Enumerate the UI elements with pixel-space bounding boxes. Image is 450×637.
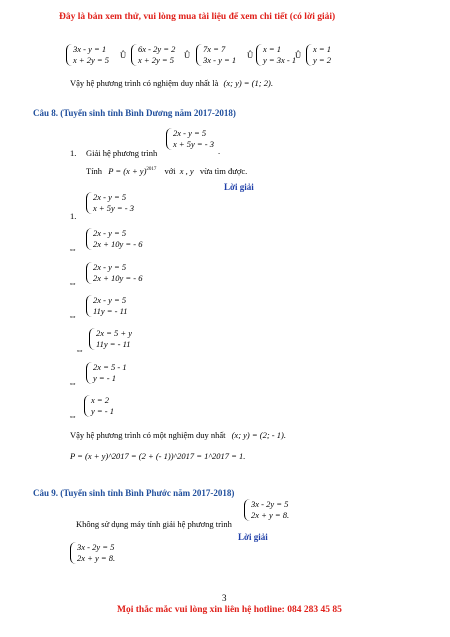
equiv-arrow: ⇔: [75, 345, 84, 355]
equiv-symbol: Û: [120, 50, 127, 60]
equiv-arrow: ⇔: [68, 378, 77, 388]
equiv-arrow: ⇔: [68, 411, 77, 421]
q8-step-4: 2x - y = 5 11y = - 11: [86, 295, 127, 317]
question-9-heading: Câu 9. (Tuyển sinh tỉnh Bình Phước năm 2017-2018): [33, 488, 235, 498]
q8-step-6: 2x = 5 - 1 y = - 1: [86, 362, 127, 384]
variables: x , y: [179, 166, 194, 176]
q8-solution-number: 1.: [70, 211, 77, 221]
q9-text: Không sử dụng máy tính giải hệ phương trình: [76, 519, 232, 529]
top-solution: (x; y) = (1; 2): [223, 78, 271, 88]
system-5: x = 1 y = 2: [306, 44, 331, 66]
q8-step-7: x = 2 y = - 1: [84, 395, 114, 417]
q9-solution-system: 3x - 2y = 5 2x + y = 8.: [70, 542, 115, 564]
q8-conclusion: Vậy hệ phương trình có một nghiệm duy nhất (x; y) = (2; - 1).: [70, 430, 286, 440]
q8-compute-line: Tính $P = (x + y)^{2017}$ với x , y vừa tìm được.: [86, 166, 248, 176]
system-4: x = 1 y = 3x - 1: [256, 44, 296, 66]
q8-item-text: Giải hệ phương trình: [86, 148, 158, 158]
equiv-symbol: Û: [295, 50, 302, 60]
top-conclusion: Vậy hệ phương trình có nghiệm duy nhất là (x; y) = (1; 2).: [70, 78, 273, 88]
system-1: 3x - y = 1 x + 2y = 5: [66, 44, 109, 66]
equiv-arrow: ⇔: [68, 278, 77, 288]
q8-solution: (x; y) = (2; - 1).: [231, 430, 286, 440]
equiv-arrow: ⇔: [68, 311, 77, 321]
q8-system: 2x - y = 5 x + 5y = - 3: [166, 128, 214, 150]
preview-banner: Đây là bản xem thử, vui lòng mua tài liệu để xem chi tiết (có lời giải): [59, 12, 336, 22]
q8-step-1: 2x - y = 5 x + 5y = - 3: [86, 192, 134, 214]
equiv-arrow: ⇔: [68, 244, 77, 254]
question-8-heading: Câu 8. (Tuyển sinh tỉnh Bình Dương năm 2017-2018): [33, 108, 236, 118]
q9-system: 3x - 2y = 5 2x + y = 8.: [244, 499, 289, 521]
q8-step-5: 2x = 5 + y 11y = - 11: [89, 328, 132, 350]
system-2: 6x - 2y = 2 x + 2y = 5: [131, 44, 175, 66]
system-3: 7x = 7 3x - y = 1: [196, 44, 236, 66]
q8-system-dot: .: [218, 146, 221, 156]
q8-step-2: 2x - y = 5 2x + 10y = - 6: [86, 228, 142, 250]
hotline-footer: Mọi thắc mắc vui lòng xin liên hệ hotline: 084 283 45 85: [117, 605, 342, 615]
q8-solution-heading: Lời giải: [224, 182, 254, 192]
equiv-symbol: Û: [247, 50, 254, 60]
q9-solution-heading: Lời giải: [238, 532, 268, 542]
q8-step-3: 2x - y = 5 2x + 10y = - 6: [86, 262, 142, 284]
q8-final-equation: P = (x + y)^2017 = (2 + (- 1))^2017 = 1^2017 = 1.: [70, 451, 246, 461]
p-exponent: 2017: [146, 167, 157, 173]
page-number: 3: [222, 593, 227, 603]
p-expression: P = (x + y): [108, 166, 147, 176]
equiv-symbol: Û: [184, 50, 191, 60]
q8-item-number: 1.: [70, 148, 77, 158]
